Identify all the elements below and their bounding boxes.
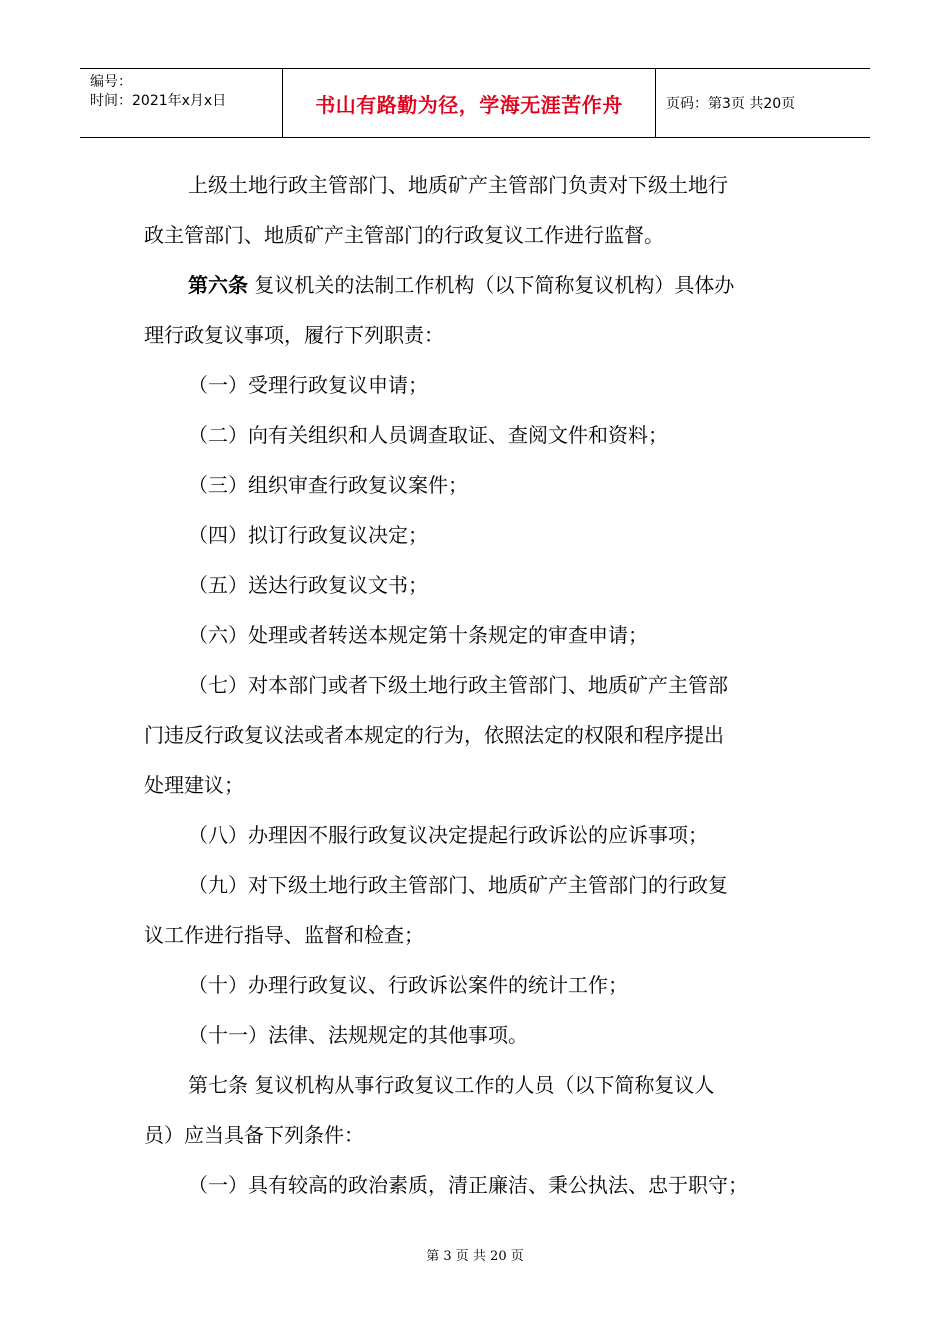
page-footer: 第 3 页 共 20 页 (426, 1249, 524, 1264)
list-item: （三）组织审查行政复议案件； (188, 473, 468, 497)
article-6-line (144, 260, 814, 310)
article-6-text: 复议机关的法制工作机构（以下简称复议机构）具体办 (248, 273, 735, 297)
document-body (144, 160, 814, 1210)
paragraph-line: 政主管部门、地质矿产主管部门的行政复议工作进行监督。 (144, 223, 664, 247)
paragraph-line: 上级土地行政主管部门、地质矿产主管部门负责对下级土地行 (188, 173, 728, 197)
list-item: （十）办理行政复议、行政诉讼案件的统计工作； (188, 973, 628, 997)
paragraph-line: 门违反行政复议法或者本规定的行为，依照法定的权限和程序提出 (144, 723, 724, 747)
header-motto: 书山有路勤为径，学海无涯苦作舟 (282, 69, 656, 137)
list-item: （一）受理行政复议申请； (188, 373, 428, 397)
list-item: （六）处理或者转送本规定第十条规定的审查申请； (188, 623, 648, 647)
list-item: （一）具有较高的政治素质，清正廉洁、秉公执法、忠于职守； (188, 1173, 748, 1197)
list-item: （十一）法律、法规规定的其他事项。 (188, 1023, 528, 1047)
page-header (80, 68, 870, 138)
article-7-line: 第七条 复议机构从事行政复议工作的人员（以下简称复议人 (188, 1073, 715, 1097)
document-date: 时间：2021年x月x日 (90, 93, 227, 109)
list-item: （五）送达行政复议文书； (188, 573, 428, 597)
paragraph-line: 员）应当具备下列条件： (144, 1123, 364, 1147)
list-item: （八）办理因不服行政复议决定提起行政诉讼的应诉事项； (188, 823, 708, 847)
article-6-heading: 第六条 (188, 273, 248, 297)
list-item: （七）对本部门或者下级土地行政主管部门、地质矿产主管部 (188, 673, 728, 697)
paragraph-line: 处理建议； (144, 773, 244, 797)
document-number-label: 编号： (90, 74, 132, 90)
header-page-info: 页码：第3页 共20页 (666, 96, 796, 112)
paragraph-line: 议工作进行指导、监督和检查； (144, 923, 424, 947)
list-item: （二）向有关组织和人员调查取证、查阅文件和资料； (188, 423, 668, 447)
header-meta (80, 69, 282, 137)
paragraph-line: 理行政复议事项，履行下列职责： (144, 323, 444, 347)
list-item: （四）拟订行政复议决定； (188, 523, 428, 547)
list-item: （九）对下级土地行政主管部门、地质矿产主管部门的行政复 (188, 873, 728, 897)
